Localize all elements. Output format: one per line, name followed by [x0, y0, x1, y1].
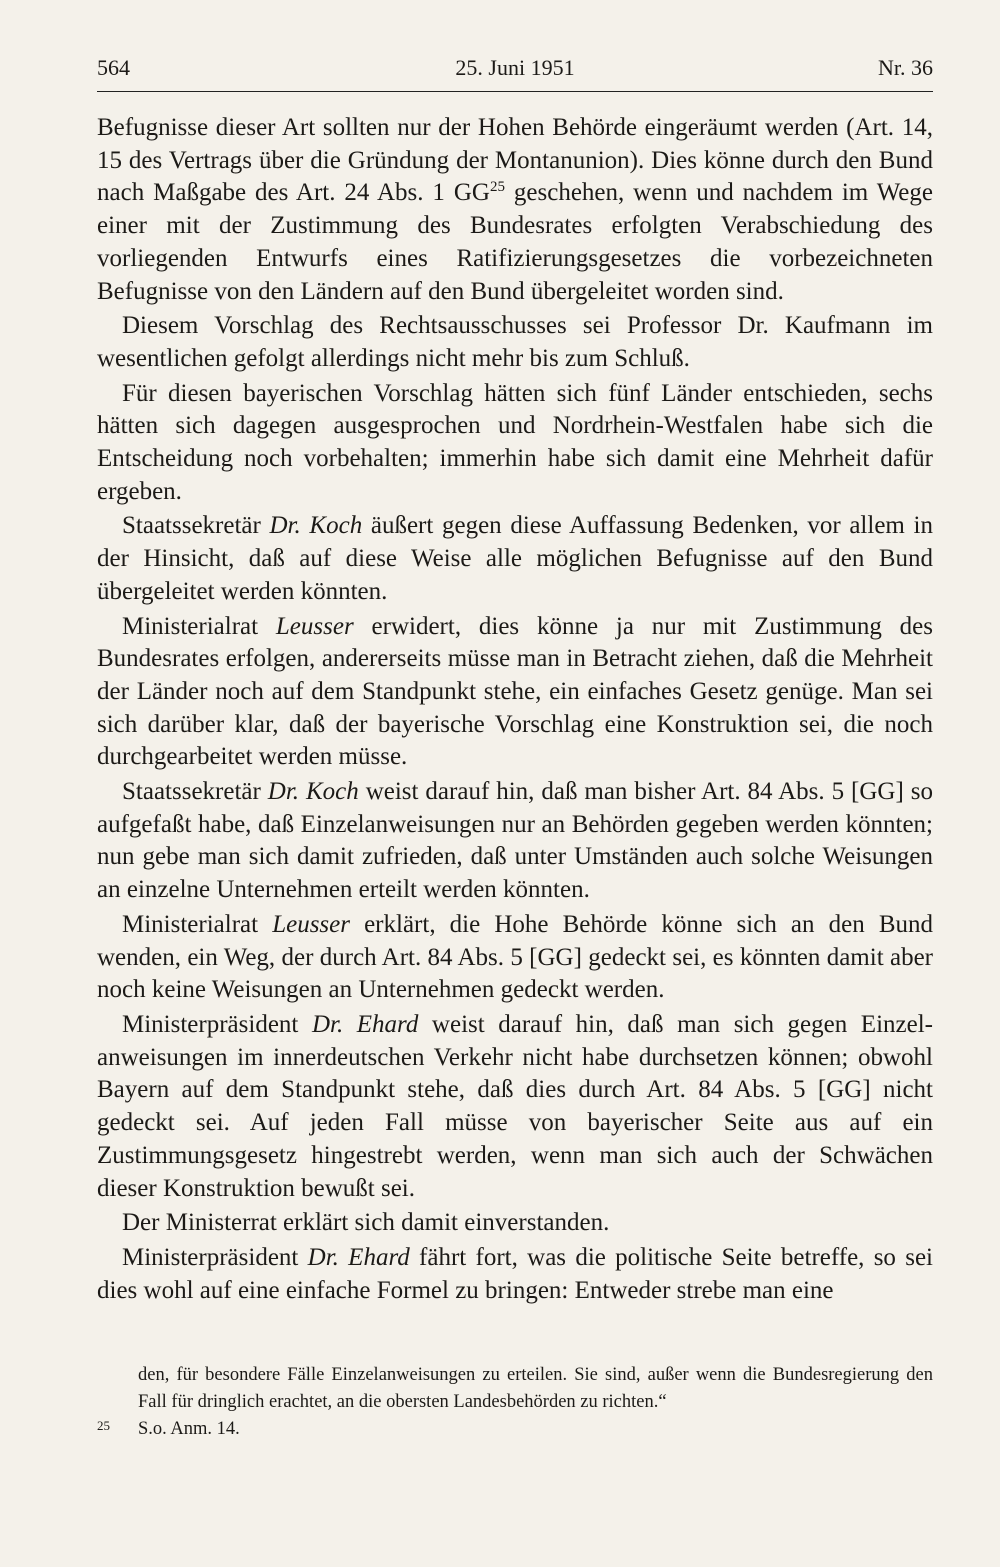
issue-number: Nr. 36 — [878, 55, 933, 80]
paragraph — [97, 1009, 933, 1205]
footnote-continuation: den, für besondere Fälle Einzelanweisungen zu erteilen. Sie sind, außer wenn die Bundesregierung den Fall für dringlich erachtet, an die obersten Landesbehörden zu richten.“ — [138, 1365, 933, 1412]
paragraph-text: Für diesen bayerischen Vorschlag hätten sich fünf Länder entschieden, sechs hätten sich dagegen ausgesprochen und Nordrhein-Westfalen habe sich die Entscheidung noch vorbehalten; immerhin habe sich damit eine Mehrheit dafür ergeben. — [97, 379, 933, 505]
speaker-title: Ministerialrat — [122, 910, 273, 938]
speaker-name: Dr. Koch — [267, 778, 359, 806]
paragraph-text: Befugnisse dieser Art sollten nur der Hohen Behörde eingeräumt werden (Art. 14, 15 des Vertrags über die Gründung der Montanunion). Dies könne durch den Bund nach Maßgabe des Art. 24 Abs. 1 GG — [97, 114, 933, 207]
paragraph-text: Diesem Vorschlag des Rechtsausschusses sei Professor Dr. Kaufmann im wesentlichen gefolgt allerdings nicht mehr bis zum Schluß. — [97, 312, 933, 372]
paragraph-text: geschehen, wenn und nachdem im Wege einer mit der Zustimmung des Bundesrates erfolgten Verabschiedung des vorliegenden Entwurfs eines Ratifizierungsgesetzes die vorbezeichneten Befugnisse von den Ländern auf den Bund übergeleitet worden sind. — [97, 179, 933, 305]
footnotes — [97, 1362, 933, 1443]
page-header — [97, 55, 933, 89]
paragraph — [97, 1242, 933, 1307]
paragraph-text: weist darauf hin, daß man bisher Art. 84 Abs. 5 [GG] so aufgefaßt habe, daß Einzelanweisungen nur an Behörden gegeben werden könnten; nun gebe man sich damit zufrieden, daß unter Umständen auch solche Weisungen an einzelne Unternehmen erteilt werden könnten. — [97, 778, 933, 904]
paragraph — [97, 112, 933, 308]
paragraph-text: äußert gegen diese Auffassung Bedenken, vor allem in der Hinsicht, daß auf diese Weise alle möglichen Befugnisse auf den Bund übergeleitet werden könnten. — [97, 512, 933, 605]
footnote — [97, 1416, 933, 1443]
speaker-name: Dr. Ehard — [307, 1243, 410, 1271]
paragraph-text: erklärt, die Hohe Behörde könne sich an den Bund wenden, ein Weg, der durch Art. 84 Abs. 5 [GG] gedeckt sei, es könnten damit aber noch keine Weisungen an Unternehmen gedeckt werden. — [97, 910, 934, 1004]
paragraph-text: erwidert, dies könne ja nur mit Zustimmung des Bundesrates erfolgen, andererseits müsse man in Betracht ziehen, daß die Mehrheit der Länder noch auf dem Standpunkt stehe, ein einfaches Gesetz genüge. Man sei sich darüber klar, daß der bayerische Vorschlag eine Konstruktion sei, die noch durchgearbeitet werden müsse. — [97, 612, 934, 771]
body-text — [97, 112, 933, 1309]
speaker-title: Ministerpräsident — [122, 1010, 312, 1038]
paragraph — [97, 1207, 933, 1240]
speaker-name: Leusser — [275, 612, 354, 640]
header-rule — [97, 91, 933, 92]
paragraph — [97, 310, 933, 375]
footnote-reference: 25 — [489, 179, 505, 196]
paragraph-text: Der Ministerrat erklärt sich damit einverstanden. — [122, 1209, 610, 1237]
speaker-name: Dr. Koch — [269, 512, 363, 540]
page-number: 564 — [97, 55, 130, 80]
paragraph — [97, 909, 933, 1007]
speaker-title: Ministerialrat — [122, 612, 276, 640]
speaker-name: Leusser — [272, 910, 350, 938]
paragraph-text: weist darauf hin, daß man sich gegen Einzelanweisungen im innerdeutschen Verkehr nicht habe durchsetzen können; obwohl Bayern auf dem Standpunkt stehe, daß dies durch Art. 84 Abs. 5 [GG] nicht gedeckt sei. Auf jeden Fall müsse von bayerischer Seite aus auf ein Zustimmungsgesetz hingestrebt werden, wenn man sich auch der Schwächen dieser Konstruktion bewußt sei. — [97, 1010, 933, 1202]
speaker-title: Ministerpräsident — [122, 1243, 308, 1271]
paragraph — [97, 776, 933, 907]
header-date: 25. Juni 1951 — [455, 55, 575, 80]
paragraph — [97, 510, 933, 608]
speaker-title: Staatssekretär — [122, 778, 268, 806]
footnote-number: 25 — [97, 1418, 110, 1433]
footnote-text: S.o. Anm. 14. — [138, 1419, 240, 1439]
paragraph — [97, 378, 933, 509]
speaker-name: Dr. Ehard — [311, 1010, 419, 1038]
paragraph-text: fährt fort, was die politische Seite betreffe, so sei dies wohl auf eine einfache Formel zu bringen: Entweder strebe man eine — [97, 1243, 933, 1304]
paragraph — [97, 611, 933, 775]
speaker-title: Staatssekretär — [122, 512, 270, 540]
